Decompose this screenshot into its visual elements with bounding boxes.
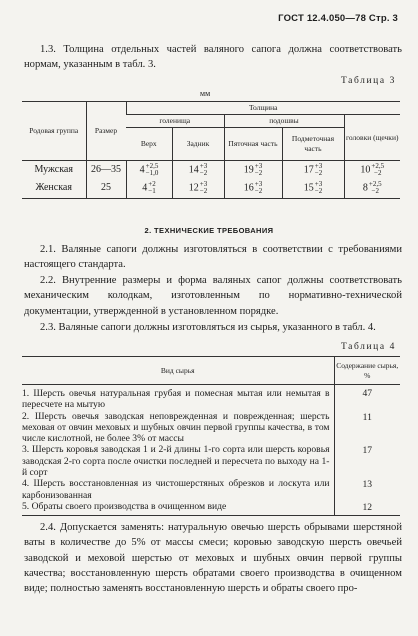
th-heel: Пяточная часть — [224, 128, 282, 161]
table-row — [22, 179, 400, 199]
value: 4 — [142, 182, 148, 194]
value: 15 — [303, 182, 314, 194]
tol-up: +2,5 — [145, 161, 159, 170]
cell-heel — [224, 179, 282, 199]
cell-value: 17 — [334, 444, 400, 478]
th-sole: подошвы — [224, 115, 344, 128]
tol-up: +3 — [199, 180, 208, 189]
cell-back — [172, 179, 224, 199]
value: 14 — [188, 163, 199, 175]
th-toe: Подметочная часть — [282, 128, 344, 161]
table-4 — [22, 356, 400, 516]
cell-value: 47 — [334, 385, 400, 411]
value: 12 — [188, 182, 199, 194]
th-size: Размер — [86, 102, 126, 161]
value: 17 — [303, 163, 314, 175]
tol-up: +3 — [254, 161, 263, 170]
table-3 — [22, 101, 400, 199]
value: 4 — [139, 163, 145, 175]
cell-name: 4. Шерсть восстановленная из чистошерстяных обрезков и лоскута или карбонизованная — [22, 478, 330, 501]
paragraph-2-2 — [24, 273, 402, 319]
cell-value: 11 — [334, 411, 400, 445]
section-title: 2. ТЕХНИЧЕСКИЕ ТРЕБОВАНИЯ — [144, 226, 274, 235]
table-row — [22, 478, 400, 501]
cell-group: Мужская — [34, 163, 73, 175]
table-row — [22, 161, 400, 179]
tol-up: +2 — [148, 180, 156, 189]
tol-down: −2 — [371, 187, 379, 196]
table-row — [22, 411, 400, 445]
value: 19 — [243, 163, 254, 175]
paragraph-2-1 — [24, 242, 402, 273]
tol-up: +3 — [199, 161, 208, 170]
tol-up: +2,5 — [368, 180, 382, 189]
table3-caption: Таблица 3 — [340, 76, 396, 86]
tol-down: −1 — [148, 187, 156, 196]
cell-heel — [224, 161, 282, 179]
th-content: Содержание сырья, % — [334, 357, 400, 385]
cell-toe — [282, 161, 344, 179]
value: 8 — [362, 182, 368, 194]
tol-up: +3 — [314, 180, 323, 189]
cell-name: 2. Шерсть овечья заводская неповрежденная и поврежденная; шерсть меховая от овчин меховых и шубных овчин первой группы качества, в том числе кислотной, не более 3% от массы — [22, 410, 330, 445]
table-row — [22, 444, 400, 478]
th-top: Верх — [126, 128, 172, 161]
cell-name: 5. Обраты своего производства в очищенном виде — [22, 501, 334, 516]
cell-size: 26—35 — [86, 161, 126, 179]
paragraph-2-4 — [24, 520, 402, 596]
tol-down: −2 — [314, 168, 323, 177]
th-thickness: Толщина — [126, 102, 400, 115]
tol-up: +2,5 — [371, 161, 385, 170]
table-row — [22, 385, 400, 411]
table4-caption: Таблица 4 — [340, 342, 396, 352]
table3-unit: мм — [200, 89, 211, 98]
cell-size: 25 — [86, 179, 126, 199]
paragraph-2-2-text: 2.2. Внутренние размеры и форма валяных сапог должны соответствовать механическим колодкам, изготовленным по нормативно-технической документации, утвержденной в установленном порядке. — [24, 275, 402, 317]
tol-down: −2 — [199, 187, 208, 196]
cell-top — [126, 161, 172, 179]
cell-value: 12 — [334, 501, 400, 516]
tol-down: −2 — [199, 168, 208, 177]
cell-group: Женская — [22, 179, 86, 199]
tol-down: −1,0 — [145, 168, 159, 177]
paragraph-2-3 — [24, 320, 402, 335]
th-shaft: голенища — [126, 115, 224, 128]
tol-up: +3 — [254, 180, 263, 189]
value: 16 — [243, 182, 254, 194]
cell-heads — [344, 161, 400, 179]
tol-down: −2 — [254, 187, 263, 196]
page-header: ГОСТ 12.4.050—78 Стр. 3 — [278, 13, 398, 24]
tol-down: −2 — [374, 168, 382, 177]
paragraph-1-3-text: 1.3. Толщина отдельных частей валяного сапога должна соответствовать нормам, указанным в табл. 3. — [24, 44, 402, 71]
th-raw-type: Вид сырья — [22, 357, 334, 385]
paragraph-2-4-text: 2.4. Допускается заменять: натуральную овечью шерсть обрывами шерстяной ваты в количестве до 5% от массы смеси; коровью заводскую шерсть овечьей заводской и меховой шерстью от меховых и шубных овчин первой группы качества; восстановленную шерсть обратами своего производства в очищенном виде; полностью заменять восстановленную шерсть и обраты своего про- — [24, 522, 402, 595]
cell-back — [172, 161, 224, 179]
table-row — [22, 501, 400, 516]
th-back: Задник — [172, 128, 224, 161]
tol-down: −2 — [314, 187, 323, 196]
cell-heads — [344, 179, 400, 199]
paragraph-2-3-text: 2.3. Валяные сапоги должны изготовляться из сырья, указанного в табл. 4. — [40, 322, 376, 333]
tol-down: −2 — [254, 168, 263, 177]
th-heads: головки (щечки) — [344, 115, 400, 161]
paragraph-1-3 — [24, 42, 402, 73]
cell-value: 13 — [334, 478, 400, 501]
cell-name: 1. Шерсть овечья натуральная грубая и помесная мытая или немытая в пересчете на мытую — [22, 388, 330, 411]
tol-up: +3 — [314, 161, 323, 170]
paragraph-2-1-text: 2.1. Валяные сапоги должны изготовляться в соответствии с требованиями настоящего стандарта. — [24, 244, 402, 271]
cell-top — [126, 179, 172, 199]
value: 10 — [360, 163, 371, 175]
th-group: Родовая группа — [22, 102, 86, 161]
cell-toe — [282, 179, 344, 199]
cell-name: 3. Шерсть коровья заводская 1 и 2-й длины 1-го сорта или шерсть коровья заводская 2-го сорта после очистки последней и пересчета по выходу на 1-й сорт — [22, 444, 330, 479]
